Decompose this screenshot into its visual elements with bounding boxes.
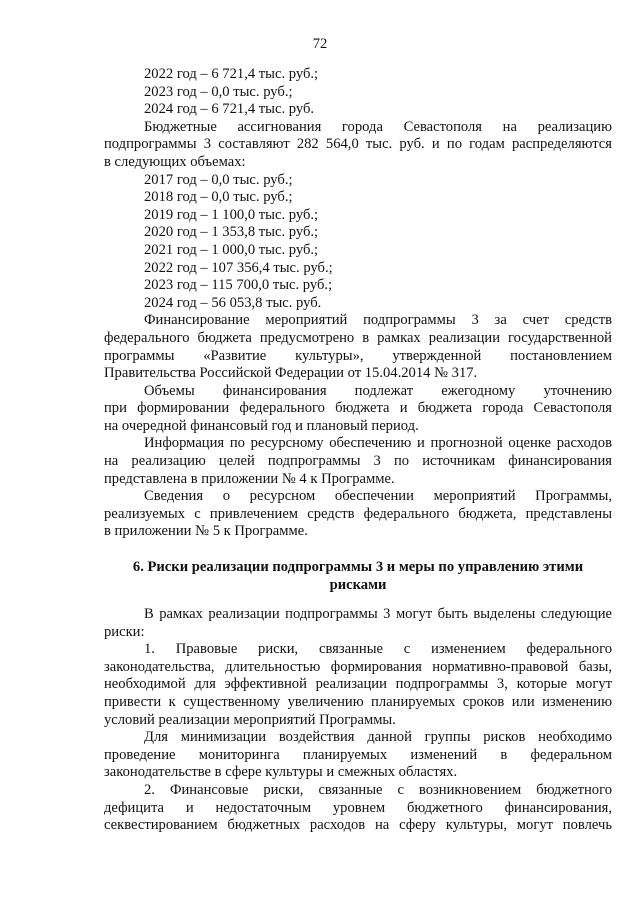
text-line: 2022 год – 107 356,4 тыс. руб.;	[144, 259, 333, 276]
text-line: 2024 год – 6 721,4 тыс. руб.	[144, 101, 315, 118]
text-line: 2022 год – 6 721,4 тыс. руб.;	[144, 66, 319, 82]
text-line: Финансирование мероприятий подпрограммы 3 за счет средств	[144, 312, 612, 329]
text-line: 2. Финансовые риски, связанные с возникновением бюджетного	[144, 781, 612, 798]
text-line: 2023 год – 0,0 тыс. руб.;	[144, 83, 293, 100]
text-line: на очередной финансовый год и плановый период.	[104, 417, 419, 434]
text-line: риски:	[104, 623, 145, 640]
text-line: дефицита и недостаточным уровнем бюджетного финансирования,	[104, 799, 612, 816]
text-line: Объемы финансирования подлежат ежегодному уточнению	[144, 382, 612, 399]
text-line: представлена в приложении № 4 к Программе.	[104, 470, 395, 487]
text-line: 2018 год – 0,0 тыс. руб.;	[144, 189, 293, 206]
heading-line-1: 6. Риски реализации подпрограммы 3 и меры по управлению этими	[132, 559, 584, 575]
text-line: Бюджетные ассигнования города Севастополя на реализацию	[144, 118, 612, 135]
text-line: при формировании федерального бюджета и бюджета города Севастополя	[104, 400, 612, 417]
text-line: секвестированием бюджетных расходов на сферу культуры, могут повлечь	[104, 817, 612, 834]
text-line: 2019 год – 1 100,0 тыс. руб.;	[144, 206, 319, 223]
text-line: 2017 год – 0,0 тыс. руб.;	[144, 171, 293, 188]
page-number: 72	[312, 36, 328, 52]
text-line: Информация по ресурсному обеспечению и прогнозной оценке расходов	[144, 435, 612, 452]
text-line: программы «Развитие культуры», утвержденной постановлением	[104, 347, 612, 364]
text-line: необходимой для эффективной реализации подпрограммы 3, которые могут	[104, 676, 612, 693]
text-line: в приложении № 5 к Программе.	[104, 523, 308, 540]
text-line: условий реализации мероприятий Программы.	[104, 711, 396, 728]
text-line: 2020 год – 1 353,8 тыс. руб.;	[144, 224, 319, 241]
text-line: законодательстве в сфере культуры и смежных областях.	[104, 764, 458, 781]
text-line: 1. Правовые риски, связанные с изменением федерального	[144, 641, 612, 658]
text-line: в следующих объемах:	[104, 153, 246, 170]
text-line: Сведения о ресурсном обеспечении мероприятий Программы,	[144, 488, 612, 505]
text-line: федерального бюджета предусмотрено в рамках реализации государственной	[104, 329, 612, 346]
funding-section	[104, 66, 612, 541]
text-line: подпрограммы 3 составляют 282 564,0 тыс. руб. и по годам распределяются	[104, 136, 612, 153]
text-line: 2024 год – 56 053,8 тыс. руб.	[144, 294, 322, 311]
text-line: В рамках реализации подпрограммы 3 могут быть выделены следующие	[144, 606, 612, 622]
risks-section	[104, 606, 612, 835]
text-line: реализуемых с привлечением средств федерального бюджета, представлены	[104, 505, 612, 522]
text-line: проведение мониторинга планируемых изменений в федеральном	[104, 746, 612, 763]
text-line: 2021 год – 1 000,0 тыс. руб.;	[144, 241, 319, 258]
text-line: Правительства Российской Федерации от 15.04.2014 № 317.	[104, 365, 478, 382]
text-line: Для минимизации воздействия данной группы рисков необходимо	[144, 729, 612, 746]
text-line: на реализацию целей подпрограммы 3 по источникам финансирования	[104, 453, 612, 470]
text-line: 2023 год – 115 700,0 тыс. руб.;	[144, 277, 333, 294]
heading-line-2: рисками	[329, 576, 387, 593]
text-line: законодательства, длительностью формирования нормативно-правовой базы,	[104, 658, 612, 675]
text-line: привести к существенному увеличению планируемых сроков или изменению	[104, 693, 612, 710]
section-heading	[104, 559, 612, 594]
